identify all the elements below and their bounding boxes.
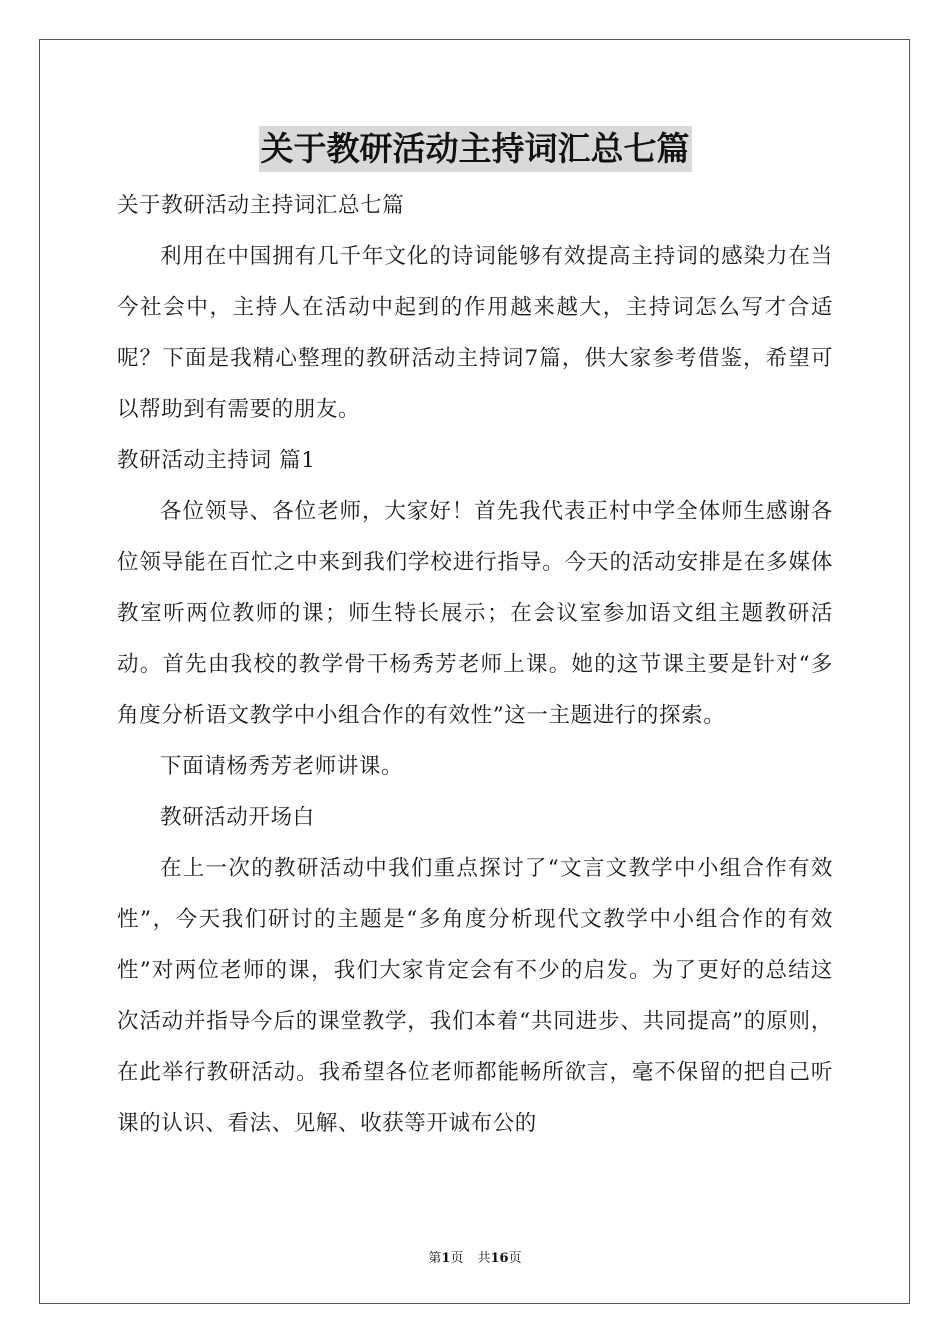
page-total: 16 <box>490 1251 509 1266</box>
document-body <box>117 180 833 1149</box>
title-wrap <box>0 126 950 172</box>
document-title: 关于教研活动主持词汇总七篇 <box>259 126 692 172</box>
body-paragraph: 下面请杨秀芳老师讲课。 <box>160 754 404 779</box>
page-number: 1 <box>441 1251 451 1266</box>
page-prefix: 第 <box>428 1251 442 1266</box>
body-paragraph: 教研活动开场白 <box>160 805 315 830</box>
body-paragraph: 各位领导、各位老师，大家好！首先我代表正村中学全体师生感谢各位领导能在百忙之中来到我们学校进行指导。今天的活动安排是在多媒体教室听两位教师的课；师生特长展示；在会议室参加语文组主题教研活动。首先由我校的教学骨干杨秀芳老师上课。她的这节课主要是针对“多角度分析语文教学中小组合作的有效性”这一主题进行的探索。 <box>117 499 833 728</box>
page-suffix: 页 <box>450 1251 464 1266</box>
section-heading: 教研活动主持词 篇1 <box>117 448 316 473</box>
total-suffix: 页 <box>508 1251 522 1266</box>
intro-paragraph: 利用在中国拥有几千年文化的诗词能够有效提高主持词的感染力在当今社会中，主持人在活动中起到的作用越来越大，主持词怎么写才合适呢？下面是我精心整理的教研活动主持词7篇，供大家参考借鉴，希望可以帮助到有需要的朋友。 <box>117 244 833 422</box>
body-paragraph: 在上一次的教研活动中我们重点探讨了“文言文教学中小组合作有效性”，今天我们研讨的主题是“多角度分析现代文教学中小组合作的有效性”对两位老师的课，我们大家肯定会有不少的启发。为了更好的总结这次活动并指导今后的课堂教学，我们本着“共同进步、共同提高”的原则，在此举行教研活动。我希望各位老师都能畅所欲言，毫不保留的把自己听课的认识、看法、见解、收获等开诚布公的 <box>117 856 833 1136</box>
total-prefix: 共 <box>477 1251 491 1266</box>
page-footer <box>0 1247 950 1266</box>
document-subtitle: 关于教研活动主持词汇总七篇 <box>117 193 405 218</box>
